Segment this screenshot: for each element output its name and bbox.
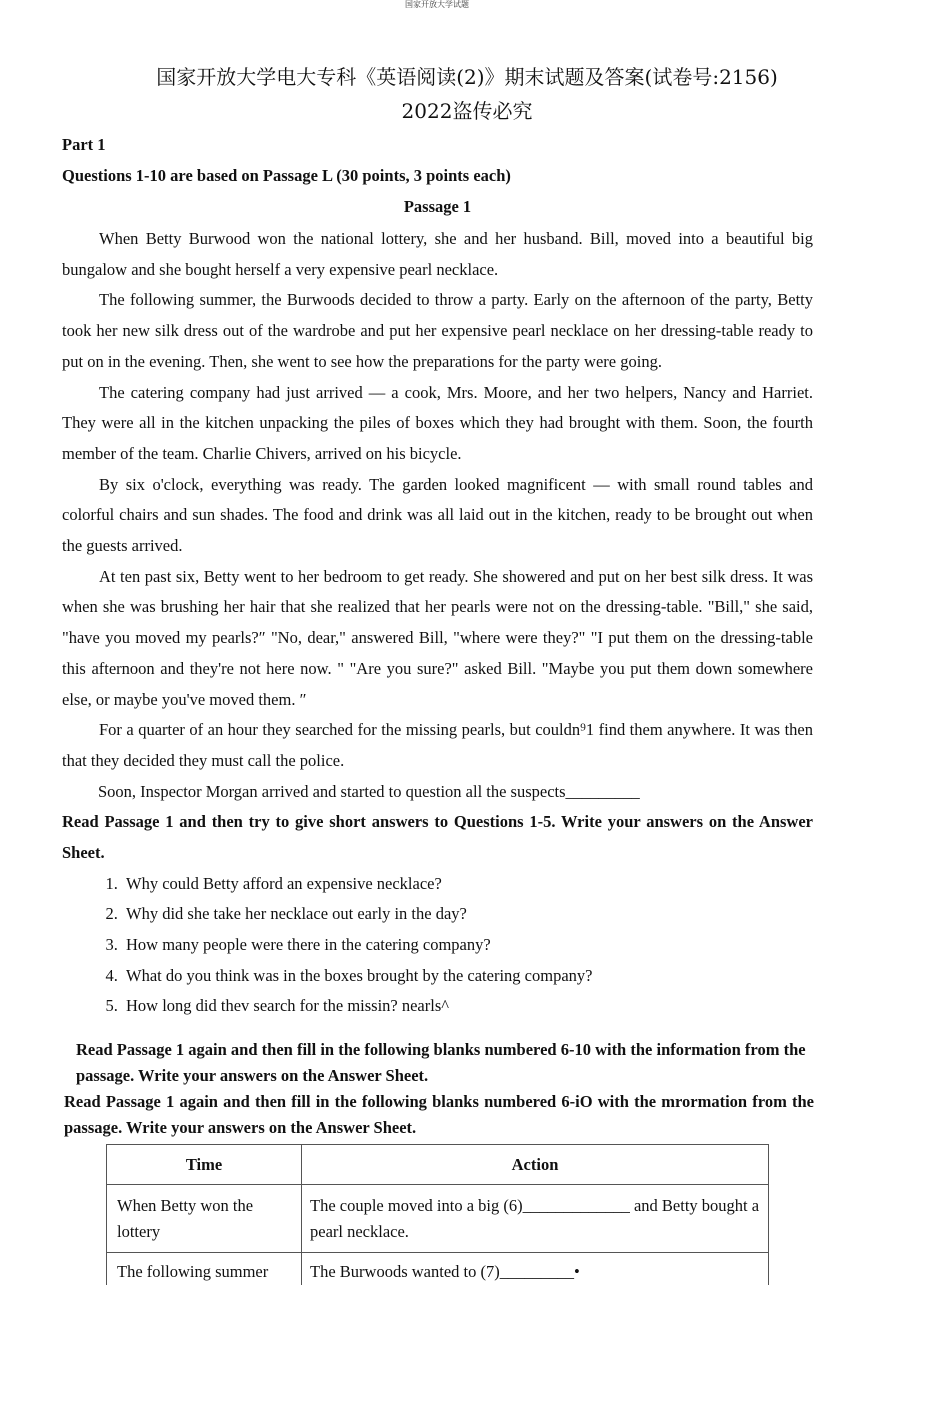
table-cell-action: The couple moved into a big (6)_____________ and Betty bought a pearl necklace. (302, 1185, 769, 1253)
document-title (60, 60, 874, 128)
passage-paragraph: At ten past six, Betty went to her bedroom to get ready. She showered and put on her best silk dress. It was when she was brushing her hair that she realized that her pearls were not on the dressing-table. "Bill," she said, "have you moved my pearls?″ "No, dear," answered Bill, "where were they?" "I put them on the dressing-table this afternoon and they're not here now. " "Are you sure?" asked Bill. "Maybe you put them down somewhere else, or maybe you've moved them. ″ (62, 566, 813, 709)
passage-paragraph: The following summer, the Burwoods decided to throw a party. Early on the afternoon of the party, Betty took her new silk dress out of the wardrobe and put her expensive pearl necklace on her dressing-table ready to put on in the evening. Then, she went to see how the preparations for the party were going. (62, 290, 813, 371)
answer-table (106, 1144, 769, 1293)
question-item: 1. Why could Betty afford an expensive necklace? (122, 869, 813, 900)
section-header (62, 129, 813, 222)
page-cutoff (100, 1285, 780, 1345)
question-item: 2. Why did she take her necklace out early in the day? (122, 899, 813, 930)
title-line-2: 2022盗传必究 (401, 99, 533, 123)
question-item: 3. How many people were there in the catering company? (122, 930, 813, 961)
passage-paragraph: By six o'clock, everything was ready. The garden looked magnificent — with small round tables and colorful chairs and sun shades. The food and drink was all laid out in the kitchen, ready to be brought out when the guests arrived. (62, 474, 813, 556)
question-item: 4. What do you think was in the boxes brought by the catering company? (122, 961, 813, 992)
table-header-row (107, 1145, 769, 1185)
instruction-fill-blanks-repeat: Read Passage 1 again and then fill in the following blanks numbered 6-iO with the mrormation from the passage. Write your answers on the Answer Sheet. (64, 1092, 814, 1137)
questions-heading: Questions 1-10 are based on Passage L (30 points, 3 points each) (62, 166, 511, 185)
table-cell-time: The following summer (107, 1253, 302, 1293)
question-list (62, 869, 813, 1022)
passage-paragraph: The catering company had just arrived — a cook, Mrs. Moore, and her two helpers, Nancy and Harriet. They were all in the kitchen unpacking the piles of boxes which they had brought with them. Soon, the fourth member of the team. Charlie Chivers, arrived on his bicycle. (62, 382, 813, 463)
table-cell-time: When Betty won the lottery (107, 1185, 302, 1253)
passage-title: Passage 1 (403, 197, 472, 216)
header-note: 国家开放大学试题 (405, 0, 469, 9)
title-line-1: 国家开放大学电大专科《英语阅读(2)》期末试题及答案(试卷号:2156) (156, 65, 778, 89)
passage-body (62, 224, 813, 1022)
passage-paragraph-last: Soon, Inspector Morgan arrived and started to question all the suspects_________ (98, 781, 640, 801)
table-header-action: Action (302, 1145, 769, 1185)
part-label: Part 1 (62, 135, 106, 154)
instruction-short-answers: Read Passage 1 and then try to give short answers to Questions 1-5. Write your answers on the Answer Sheet. (62, 812, 813, 863)
table-header-time: Time (107, 1145, 302, 1185)
table-cell-action: The Burwoods wanted to (7)_________• (302, 1253, 769, 1293)
instruction-fill-blanks: Read Passage 1 again and then fill in the following blanks numbered 6-10 with the information from the passage. Write your answers on the Answer Sheet. (76, 1040, 806, 1085)
passage-paragraph: When Betty Burwood won the national lottery, she and her husband. Bill, moved into a beautiful big bungalow and she bought herself a very expensive pearl necklace. (62, 229, 813, 279)
table-row (107, 1185, 769, 1253)
question-item: 5. How long did thev search for the missin? nearls^ (122, 991, 813, 1022)
passage-paragraph: For a quarter of an hour they searched for the missing pearls, but couldn⁹1 find them anywhere. It was then that they decided they must call the police. (62, 720, 813, 770)
